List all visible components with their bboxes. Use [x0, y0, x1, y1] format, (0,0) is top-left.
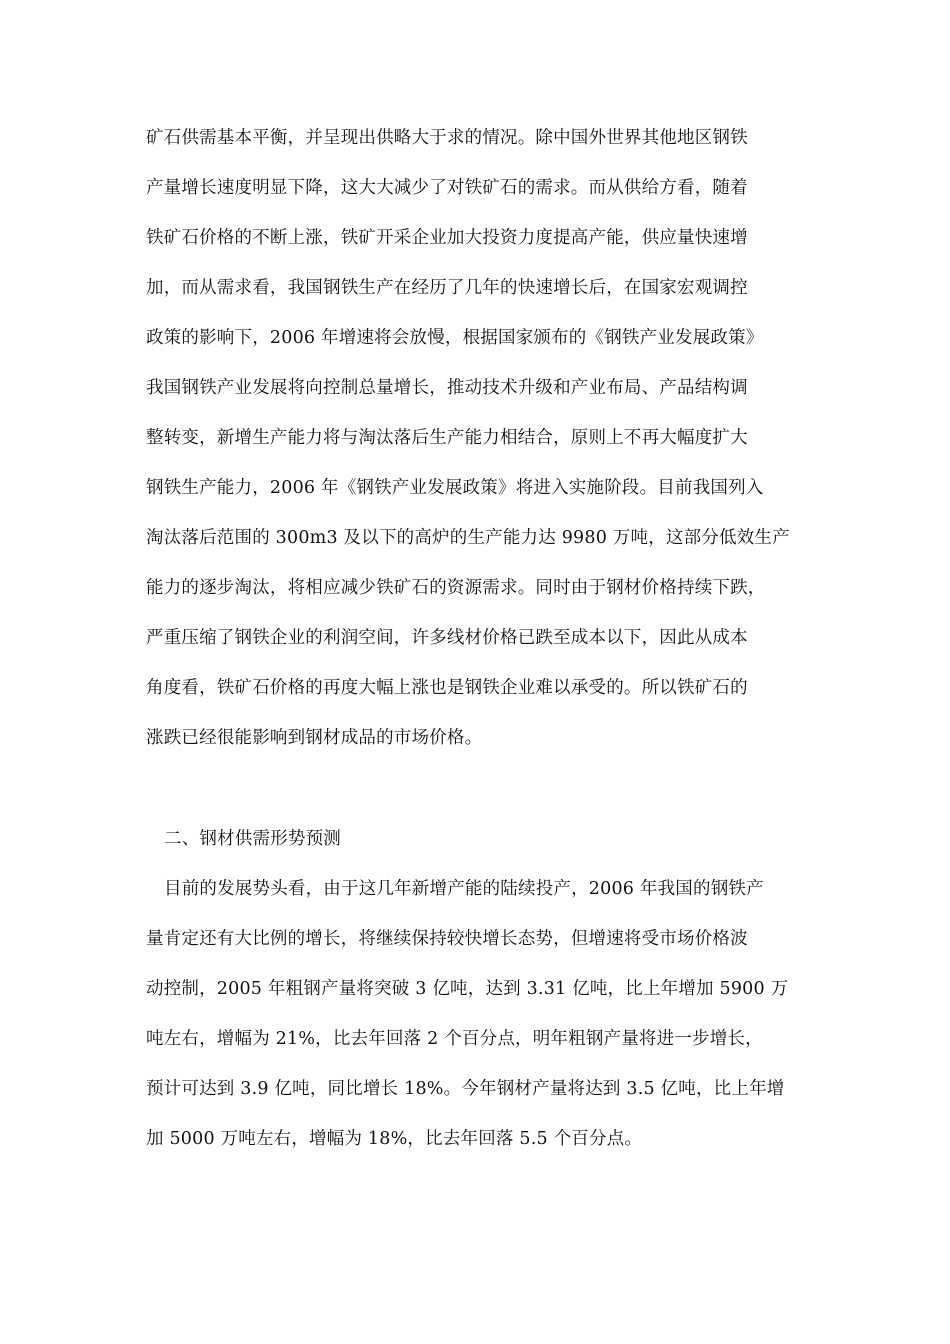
paragraph-1-line: 淘汰落后范围的 300m3 及以下的高炉的生产能力达 9980 万吨，这部分低效生产	[146, 528, 790, 548]
paragraph-2-line: 量肯定还有大比例的增长，将继续保持较快增长态势，但增速将受市场价格波	[146, 929, 748, 949]
paragraph-1-line: 角度看，铁矿石价格的再度大幅上涨也是钢铁企业难以承受的。所以铁矿石的	[146, 678, 748, 698]
paragraph-1-line: 涨跌已经很能影响到钢材成品的市场价格。	[146, 728, 483, 748]
paragraph-2-line: 预计可达到 3.9 亿吨，同比增长 18%。今年钢材产量将达到 3.5 亿吨，比上年增	[146, 1079, 785, 1099]
paragraph-1-line: 能力的逐步淘汰，将相应减少铁矿石的资源需求。同时由于钢材价格持续下跌，	[146, 578, 766, 598]
paragraph-2-line: 吨左右，增幅为 21%，比去年回落 2 个百分点，明年粗钢产量将进一步增长，	[146, 1029, 763, 1049]
paragraph-1-line: 严重压缩了钢铁企业的利润空间，许多线材价格已跌至成本以下，因此从成本	[146, 628, 748, 648]
paragraph-2-line: 目前的发展势头看，由于这几年新增产能的陆续投产，2006 年我国的钢铁产	[164, 879, 764, 899]
paragraph-1-line: 钢铁生产能力，2006 年《钢铁产业发展政策》将进入实施阶段。目前我国列入	[146, 478, 764, 498]
paragraph-1-line: 矿石供需基本平衡，并呈现出供略大于求的情况。除中国外世界其他地区钢铁	[146, 128, 748, 148]
paragraph-1-line: 产量增长速度明显下降，这大大减少了对铁矿石的需求。而从供给方看，随着	[146, 178, 748, 198]
section-heading: 二、钢材供需形势预测	[164, 829, 341, 849]
paragraph-2-line: 加 5000 万吨左右，增幅为 18%，比去年回落 5.5 个百分点。	[146, 1129, 643, 1149]
paragraph-1-line: 我国钢铁产业发展将向控制总量增长，推动技术升级和产业布局、产品结构调	[146, 378, 748, 398]
paragraph-1-line: 政策的影响下，2006 年增速将会放慢，根据国家颁布的《钢铁产业发展政策》	[146, 328, 764, 348]
paragraph-1-line: 加，而从需求看，我国钢铁生产在经历了几年的快速增长后，在国家宏观调控	[146, 278, 748, 298]
paragraph-1-line: 整转变，新增生产能力将与淘汰落后生产能力相结合，原则上不再大幅度扩大	[146, 428, 748, 448]
paragraph-1-line: 铁矿石价格的不断上涨，铁矿开采企业加大投资力度提高产能，供应量快速增	[146, 228, 748, 248]
paragraph-2-line: 动控制，2005 年粗钢产量将突破 3 亿吨，达到 3.31 亿吨，比上年增加 5900 万	[146, 979, 789, 999]
